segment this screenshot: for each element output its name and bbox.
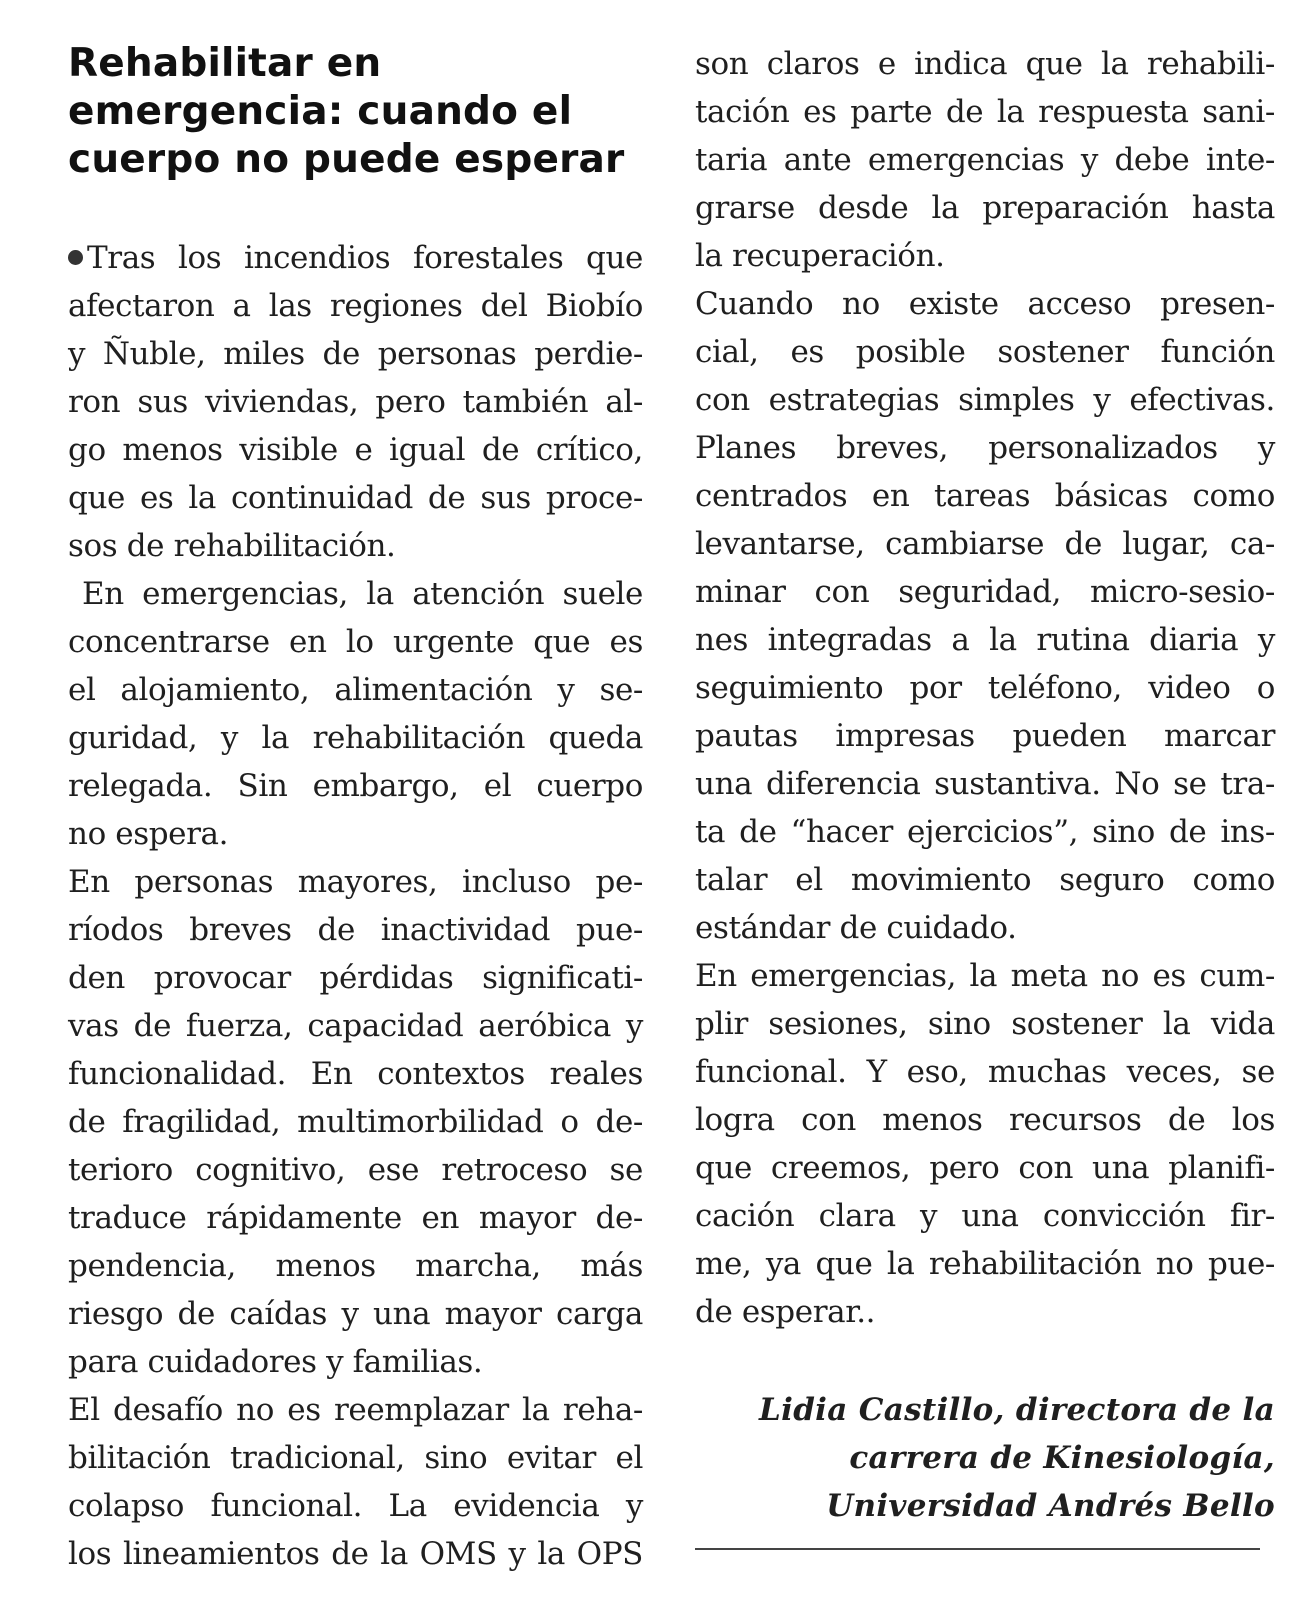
right-column (695, 40, 1275, 1530)
right-body-text (695, 40, 1275, 1336)
body-line: me, ya que la rehabilitación no pue- (695, 1246, 1275, 1282)
body-line: funcional. Y eso, muchas veces, se (695, 1054, 1275, 1090)
body-line: que creemos, pero con una planifi- (695, 1150, 1275, 1186)
body-line: den provocar pérdidas significati- (68, 960, 643, 996)
body-line: bilitación tradicional, sino evitar el (68, 1440, 643, 1476)
body-line: talar el movimiento seguro como (695, 862, 1275, 898)
body-line: pendencia, menos marcha, más (68, 1248, 643, 1284)
body-line: para cuidadores y familias. (68, 1344, 483, 1380)
body-line: de esperar.. (695, 1294, 876, 1330)
body-line: cación clara y una convicción fir- (695, 1198, 1275, 1234)
bottom-divider (695, 1548, 1260, 1550)
body-line: vas de fuerza, capacidad aeróbica y (68, 1008, 643, 1044)
body-line: los lineamientos de la OMS y la OPS (68, 1536, 643, 1572)
body-line: El desafío no es reemplazar la reha- (68, 1392, 643, 1428)
body-line: la recuperación. (695, 238, 945, 274)
body-line: En emergencias, la atención suele (82, 576, 643, 612)
body-line: Planes breves, personalizados y (695, 430, 1275, 466)
body-line-text: Tras los incendios forestales que (87, 240, 643, 276)
body-line: son claros e indica que la rehabili- (695, 46, 1275, 82)
author-byline (695, 1386, 1275, 1530)
body-line-with-bullet (68, 234, 643, 282)
body-line: y Ñuble, miles de personas perdie- (68, 336, 643, 372)
body-line: En personas mayores, incluso pe- (68, 864, 643, 900)
body-line: colapso funcional. La evidencia y (68, 1488, 643, 1524)
body-line: ta de “hacer ejercicios”, sino de ins- (695, 814, 1275, 850)
headline-line: cuerpo no puede esperar (68, 137, 625, 182)
body-line: plir sesiones, sino sostener la vida (695, 1006, 1275, 1042)
body-line: minar con seguridad, micro-sesio- (695, 574, 1275, 610)
left-body-text (68, 234, 643, 1578)
body-line: concentrarse en lo urgente que es (68, 624, 643, 660)
left-column (68, 40, 643, 1578)
body-line: grarse desde la preparación hasta (695, 190, 1275, 226)
body-line: levantarse, cambiarse de lugar, ca- (695, 526, 1275, 562)
body-line: de fragilidad, multimorbilidad o de- (68, 1104, 643, 1140)
body-line: nes integradas a la rutina diaria y (695, 622, 1275, 658)
article-headline (68, 40, 643, 184)
body-line: sos de rehabilitación. (68, 528, 396, 564)
body-line: que es la continuidad de sus proce- (68, 480, 643, 516)
body-line: relegada. Sin embargo, el cuerpo (68, 768, 643, 804)
body-line: una diferencia sustantiva. No se tra- (695, 766, 1275, 802)
body-line: pautas impresas pueden marcar (695, 718, 1275, 754)
body-line: ríodos breves de inactividad pue- (68, 912, 643, 948)
bullet-icon (68, 250, 83, 265)
body-line: centrados en tareas básicas como (695, 478, 1275, 514)
body-line: taria ante emergencias y debe inte- (695, 142, 1275, 178)
body-line: con estrategias simples y efectivas. (695, 382, 1275, 418)
body-line: riesgo de caídas y una mayor carga (68, 1296, 643, 1332)
body-line: terioro cognitivo, ese retroceso se (68, 1152, 643, 1188)
byline-line: carrera de Kinesiología, (849, 1440, 1275, 1476)
body-line: no espera. (68, 816, 229, 852)
body-line: afectaron a las regiones del Biobío (68, 288, 643, 324)
body-line: funcionalidad. En contextos reales (68, 1056, 643, 1092)
byline-line: Universidad Andrés Bello (826, 1488, 1275, 1524)
body-line: En emergencias, la meta no es cum- (695, 958, 1275, 994)
body-line: ron sus viviendas, pero también al- (68, 384, 643, 420)
body-line: logra con menos recursos de los (695, 1102, 1275, 1138)
body-line: estándar de cuidado. (695, 910, 1017, 946)
body-line: Cuando no existe acceso presen- (695, 286, 1275, 322)
body-line: cial, es posible sostener función (695, 334, 1275, 370)
body-line: traduce rápidamente en mayor de- (68, 1200, 643, 1236)
body-line: guridad, y la rehabilitación queda (68, 720, 643, 756)
body-line: seguimiento por teléfono, video o (695, 670, 1275, 706)
body-line: go menos visible e igual de crítico, (68, 432, 643, 468)
body-line: tación es parte de la respuesta sani- (695, 94, 1275, 130)
headline-line: Rehabilitar en (68, 41, 382, 86)
headline-line: emergencia: cuando el (68, 89, 573, 134)
body-line: el alojamiento, alimentación y se- (68, 672, 643, 708)
byline-line: Lidia Castillo, directora de la (759, 1392, 1275, 1428)
